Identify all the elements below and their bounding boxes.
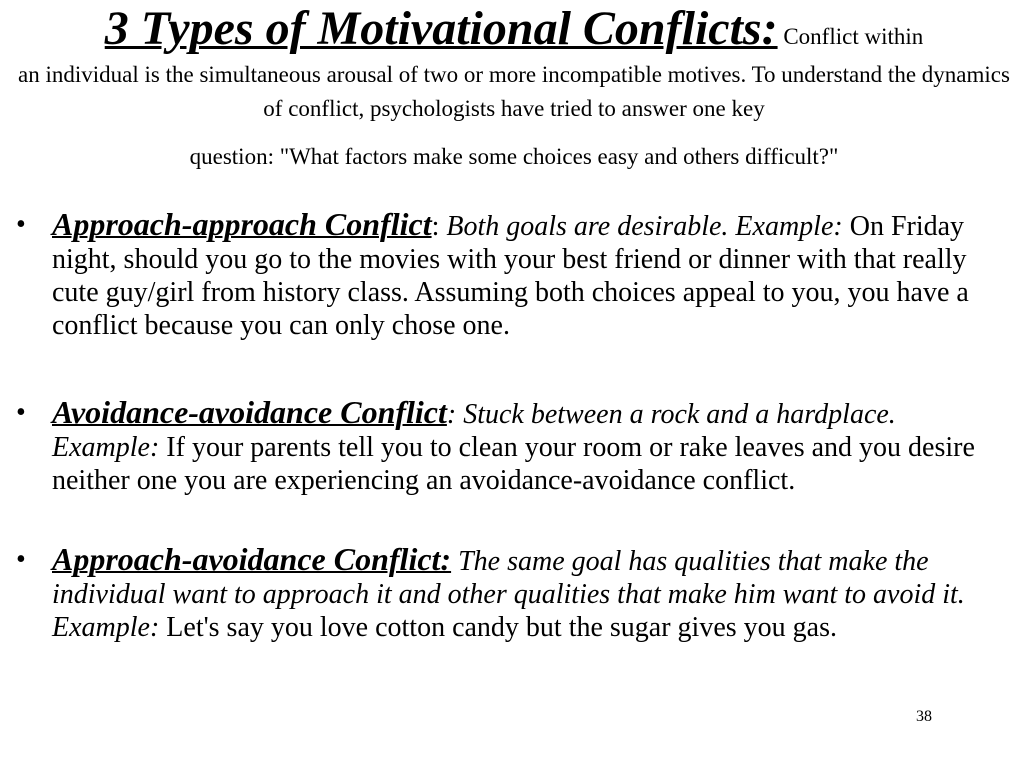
intro-text-part3: question: "What factors make some choices easy and others difficult?" bbox=[189, 144, 839, 169]
intro-text-part2: an individual is the simultaneous arousal of two or more incompatible motives. To understand the dynamics of conflict, psychologists have tried to answer one key bbox=[18, 62, 1010, 121]
bullet-avoidance-avoidance bbox=[16, 396, 996, 497]
bullet-example-text: On Friday night, should you go to the movies with your best friend or dinner with that really cute guy/girl from history class. Assuming both choices appeal to you, you have a conflict because you can only chose one. bbox=[52, 211, 969, 341]
bullet-definition: The same goal has qualities that make the individual want to approach it and other qualities that make him want to avoid it. Example: bbox=[52, 546, 965, 643]
slide-header bbox=[18, 0, 1010, 174]
slide-title: 3 Types of Motivational Conflicts: bbox=[104, 2, 778, 55]
bullet-body bbox=[52, 543, 996, 644]
bullet-body bbox=[52, 396, 996, 497]
bullet-approach-approach bbox=[16, 208, 996, 342]
bullet-definition: : Stuck between a rock and a hardplace. Example: bbox=[52, 399, 896, 463]
intro-gap bbox=[18, 126, 1010, 140]
intro-text-part1: Conflict within bbox=[777, 24, 924, 49]
bullet-approach-avoidance bbox=[16, 543, 996, 644]
page-number: 38 bbox=[916, 708, 932, 725]
bullet-term: Approach-avoidance Conflict: bbox=[52, 541, 452, 577]
bullet-example-text: Let's say you love cotton candy but the sugar gives you gas. bbox=[166, 612, 837, 643]
bullet-example-label: Example: bbox=[735, 211, 850, 242]
bullet-icon: • bbox=[16, 544, 26, 575]
bullet-icon: • bbox=[16, 209, 26, 240]
bullet-definition: Both goals are desirable. bbox=[439, 211, 729, 242]
bullet-icon: • bbox=[16, 397, 26, 428]
bullet-separator: : bbox=[431, 211, 440, 242]
bullet-term: Avoidance-avoidance Conflict bbox=[52, 394, 447, 430]
bullet-example-text: If your parents tell you to clean your room or rake leaves and you desire neither one you are experiencing an avoidance-avoidance conflict. bbox=[52, 432, 975, 496]
bullet-body bbox=[52, 208, 996, 342]
bullet-term: Approach-approach Conflict bbox=[52, 206, 432, 242]
